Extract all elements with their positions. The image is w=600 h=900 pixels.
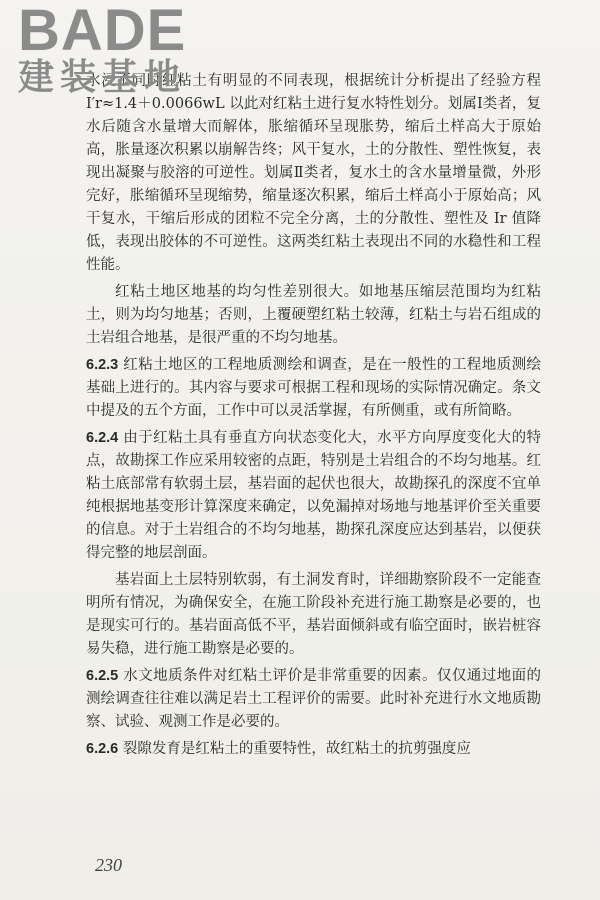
section-number: 6.2.5 [86, 668, 119, 684]
logo-mark: BADE [18, 0, 187, 63]
paragraph-text: 基岩面上土层特别软弱，有土洞发育时，详细勘察阶段不一定能查明所有情况，为确保安全，在施工阶段补充进行施工勘察是必要的，也是现实可行的。基岩面高低不平，基岩面倾斜或有临空面时，嵌岩桩容易失稳，进行施工勘察是必要的。 [86, 572, 541, 657]
logo-subtitle: 建装基地 [18, 57, 187, 98]
paragraph-text: 红粘土地区地基的均匀性差别很大。如地基压缩层范围均为红粘土，则为均匀地基；否则，上覆硬塑红粘土较薄，红粘土与岩石组成的土岩组合地基，是很严重的不均匀地基。 [86, 284, 541, 346]
page-number: 230 [95, 855, 122, 875]
paragraph-p3 [86, 354, 541, 423]
paragraph-p4 [86, 427, 541, 565]
paragraph-text: 由于红粘土具有垂直方向状态变化大，水平方向厚度变化大的特点，故勘探工作应采用较密的点距，特别是土岩组合的不均匀地基。红粘土底部常有软弱土层，基岩面的起伏也很大，故勘探孔的深度不宜单纯根据地基变形计算深度来确定，以免漏掉对场地与地基评价至关重要的信息。对于土岩组合的不均匀地基，勘探孔深度应达到基岩，以便获得完整的地层剖面。 [86, 430, 542, 561]
brand-logo [18, 2, 238, 96]
section-number: 6.2.6 [86, 741, 119, 757]
paragraph-p1 [86, 70, 541, 277]
paragraph-text: 水浸不同时红粘土有明显的不同表现，根据统计分析提出了经验方程 I′r≈1.4＋0.0066wL 以此对红粘土进行复水特性划分。划属Ⅰ类者，复水后随含水量增大而解体，胀缩循环呈现胀势，缩后土样高大于原始高，胀量逐次积累以崩解告终；风干复水，土的分散性、塑性恢复，表现出凝聚与胶溶的可逆性。划属Ⅱ类者，复水土的含水量增量微，外形完好，胀缩循环呈现缩势，缩量逐次积累，缩后土样高小于原始高；风干复水，干缩后形成的团粒不完全分离，土的分散性、塑性及 Ir 值降低，表现出胶体的不可逆性。这两类红粘土表现出不同的水稳性和工程性能。 [86, 73, 541, 273]
section-number: 6.2.4 [86, 430, 119, 446]
paragraph-p2 [86, 281, 541, 350]
paragraph-text: 水文地质条件对红粘土评价是非常重要的因素。仅仅通过地面的测绘调查往往难以满足岩土工程评价的需要。此时补充进行水文地质勘察、试验、观测工作是必要的。 [86, 668, 542, 730]
paragraph-p7 [86, 738, 541, 761]
page-body [86, 70, 541, 765]
paragraph-text: 裂隙发育是红粘土的重要特性，故红粘土的抗剪强度应 [122, 741, 471, 757]
section-number: 6.2.3 [86, 357, 119, 373]
paragraph-p5 [86, 569, 541, 661]
paragraph-text: 红粘土地区的工程地质测绘和调查，是在一般性的工程地质测绘基础上进行的。其内容与要求可根据工程和现场的实际情况确定。条文中提及的五个方面，工作中可以灵活掌握，有所侧重，或有所简略。 [86, 357, 542, 419]
paragraph-p6 [86, 665, 541, 734]
